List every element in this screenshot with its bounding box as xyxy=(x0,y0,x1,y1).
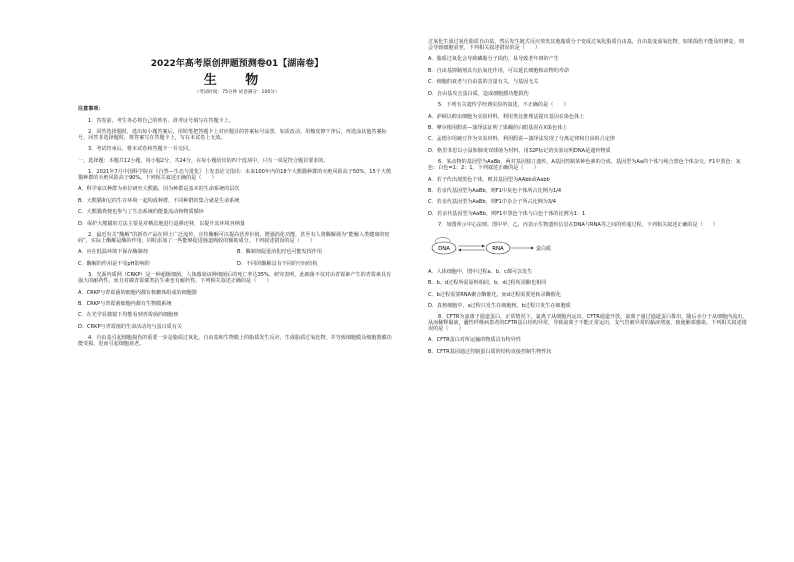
question-2-option-b: B．酶制剂促进消化时也可能发挥作用 xyxy=(237,249,322,256)
question-1-option-a: A．科学家以种群为单位研究大熊猫，因为种群是基本的生命系统的层次 xyxy=(78,186,240,193)
question-1-stem: 1．2021年7月中国科学院在《自然—生态与进化》上发表论文指出：未来100年内的18个大熊猫种群的灭绝风险高于50%，15个大熊猫种群的灭绝风险高于90%。下列相关叙述正确的是（ ） xyxy=(78,169,392,181)
notice-item-3: 3．考试结束后，将本试卷和答题卡一并交回。 xyxy=(88,146,194,153)
question-4-continuation: 过氧化生成过氧化脂质自由基，然后发生链式反应放发其他脂质分子变成过氧化脂质自由基，自由基变成氧化物，如果损伤不能及时修复，则会导致细胞衰老。下列相关叙述错误的是（ ） xyxy=(428,39,744,51)
notice-title: 注意事项： xyxy=(78,106,104,113)
notice-item-1: 1．答卷前，考生务必将自己的姓名、准考证号填写在答题卡上。 xyxy=(88,117,234,124)
question-4-option-a: A．脂质过氧化会导致磷脂分子损伤，易导致老年斑的产生 xyxy=(428,56,559,63)
question-8-option-a: A．CFTR蛋白对所运输的物质具有特异性 xyxy=(428,337,521,344)
question-6-option-d: D．若亲代基因型为AaBb，则F1中黑色个体与白色个体的比例为1：1 xyxy=(428,210,586,217)
question-5-stem: 5．下列有关遗传学经典实验的叙述，不正确的是（ ） xyxy=(438,102,569,109)
question-2-stem: 2．最近有关“酶解”的新奇产品在网上广泛流传，宣传酶解可以提高营养价值、增强消化功能，甚至有人将酶解视为“能解人类健康的密码”，实际上酶解是酶的作用，同时添加了一些能够促进肠道吸收的辅助成分。下列叙述错误的是（ ） xyxy=(78,232,390,244)
question-5-option-d: D．格里菲思以小鼠和肺炎双球菌为材料，用32P标记的实验证明DNA是遗传物质 xyxy=(428,147,611,154)
question-6-option-b: B．若亲代基因型为AaBb，则F1中灰色个体所占比例为1/4 xyxy=(428,188,562,194)
question-1-option-b: B．大熊猫和它的生存环境一起构成种群，不同种群的集合就是生命系统 xyxy=(78,197,240,204)
question-3-option-c: C．在光学显微镜下均能看到青霉菌的细胞核 xyxy=(78,312,179,319)
translation-arrowhead xyxy=(531,246,534,249)
question-2-option-c: C．酶解的作用是不受pH影响的 xyxy=(78,260,150,267)
question-4-stem: 4．自由基引起细胞损伤的重要一步是脂质过氧化。自由基和生物膜上的脂质发生反应，生成脂质过氧化物，并导致细胞膜及细胞器膜功能受损，进而引起细胞衰老。 xyxy=(78,335,392,348)
notice-item-2: 2．回答选择题时，选出每小题答案后，用铅笔把答题卡上对应题目的答案标号涂黑。如需改动，用橡皮擦干净后，再选涂其他答案标号。回答非选择题时，将答案写在答题卡上，写在本试卷上无效。 xyxy=(78,129,387,141)
question-6-option-a: A．若子代出现黑色个体，则其基因型为AAbb或Aabb xyxy=(428,176,550,183)
question-3-option-b: B．CRKP与青霉菌细胞内都有生物膜系统 xyxy=(78,300,172,307)
question-3-option-d: D．CRKP与青霉菌的生命活动均与蛋白质有关 xyxy=(78,323,183,330)
question-4-option-c: C．细胞的衰老与自由基的含量有关，与基因无关 xyxy=(428,79,539,86)
left-column xyxy=(78,38,396,354)
question-2-option-a: A．应在低温环境下保存酶制剂 xyxy=(78,249,148,256)
question-1-option-d: D．保护大熊猫的方法主要是对栖息地进行退耕还林，以提升其环境容纳量 xyxy=(78,220,245,227)
rna-label: RNA xyxy=(492,245,504,252)
question-2-option-d: D．不同的酶解具有不同的空间结构 xyxy=(237,260,318,267)
question-8-option-b: B．CFTR基因通过控制蛋白质的结构直接控制生物性状 xyxy=(428,348,552,355)
question-7-stem: 7．如图所示中心法则，图中甲、乙、丙表示生物遗传信息在DNA与RNA等之间的传递过程，下列相关叙述正确的是（ ） xyxy=(438,222,718,229)
question-5-option-c: C．孟德尔用豌豆作为实验材料，利用假说—演绎法发现了分离定律和自由组合定律 xyxy=(428,136,615,143)
reverse-transcription-arrowhead xyxy=(458,248,461,251)
question-8-stem: 8．CFTR为氯离子通道蛋白，正常情况下，氯离子从细胞内运出，CFTR通道开放，氯离子通过通道蛋白排出，随后水分子从细胞内流出，从而稀释黏液。囊性纤维病患者的CFTR蛋白结构异常，导致氯离子不能正常运出，支气管被异常的黏液堵塞，致使肺部感染。下列相关叙述错误的是（ ） xyxy=(428,314,748,332)
exam-subject: 生 物 xyxy=(203,72,271,88)
question-2-options-row-1 xyxy=(78,250,396,256)
protein-label: 蛋白质 xyxy=(536,245,552,252)
central-dogma-diagram xyxy=(428,237,578,259)
question-6-stem: 6．某动物的基因型为AaBb，两对基因独立遗传，A基因控制某种色素的合成，基因型为Aa的个体与纯合黑色个体杂交，F1中黑色：灰色：白色=1：2：1。下列叙述正确的是（ ） xyxy=(428,159,741,172)
question-4-option-d: D．自由基攻击蛋白质，造成细胞膜功能损伤 xyxy=(428,90,529,97)
question-7-option-b: B．b、d过程所需原料相同，b、d过程所需酶也相同 xyxy=(428,280,547,287)
question-7-option-c: C．b过程需要RNA聚合酶催化，而d过程需要逆转录酶催化 xyxy=(428,291,561,298)
question-4-option-b: B．自由基抑制剂具有抗氧化作用，可以延长细胞和动物的寿命 xyxy=(428,67,570,74)
right-column xyxy=(428,40,748,361)
question-7-option-d: D．真核细胞中，a过程只发生在细胞核，b过程只发生在细胞质 xyxy=(428,302,571,309)
dna-label: DNA xyxy=(438,245,450,252)
question-5-option-b: B．摩尔根用假说—演绎法证明了果蝇的白眼基因在X染色体上 xyxy=(428,124,568,131)
question-3-option-a: A．CRKP与青霉菌的细胞内都有核糖体组成的细胞器 xyxy=(78,289,197,296)
section-heading: 一、选择题：本题共12小题，每小题2分，共24分，在每小题给出的四个选项中，只有一项是符合题目要求的。 xyxy=(78,157,329,164)
exam-meta: （考试时间：75分钟 试卷满分：100分） xyxy=(194,90,280,96)
question-5-option-a: A．萨顿以蝗虫细胞为实验材料，利用类比推理法提出基因在染色体上 xyxy=(428,113,585,120)
question-6-option-c: C．若亲代基因型为AaBb，则F1中杂合子所占比例为3/4 xyxy=(428,199,557,206)
question-3-stem: 3．光面内质网（CRKP）是一种超级细菌，人体感染该种细菌后的死亡率达35%。研究表明，此细菌不仅对由青霉素产生的青霉素具有强大的耐药性，而且对碳青霉烯类抗生素也有耐药性。下列相关叙述正确的是（ ） xyxy=(78,272,392,285)
exam-title: 2022年高考原创押题预测卷01【湖南卷】 xyxy=(150,59,324,69)
question-2-options-row-2 xyxy=(78,262,396,268)
question-7-option-a: A．人体细胞中，图中过程a、b、c都可以发生 xyxy=(428,268,533,275)
question-1-option-c: C．大熊猫粪便也参与了生态系统的能量流动和物质循环 xyxy=(78,209,204,216)
transcription-arrowhead xyxy=(482,244,485,247)
